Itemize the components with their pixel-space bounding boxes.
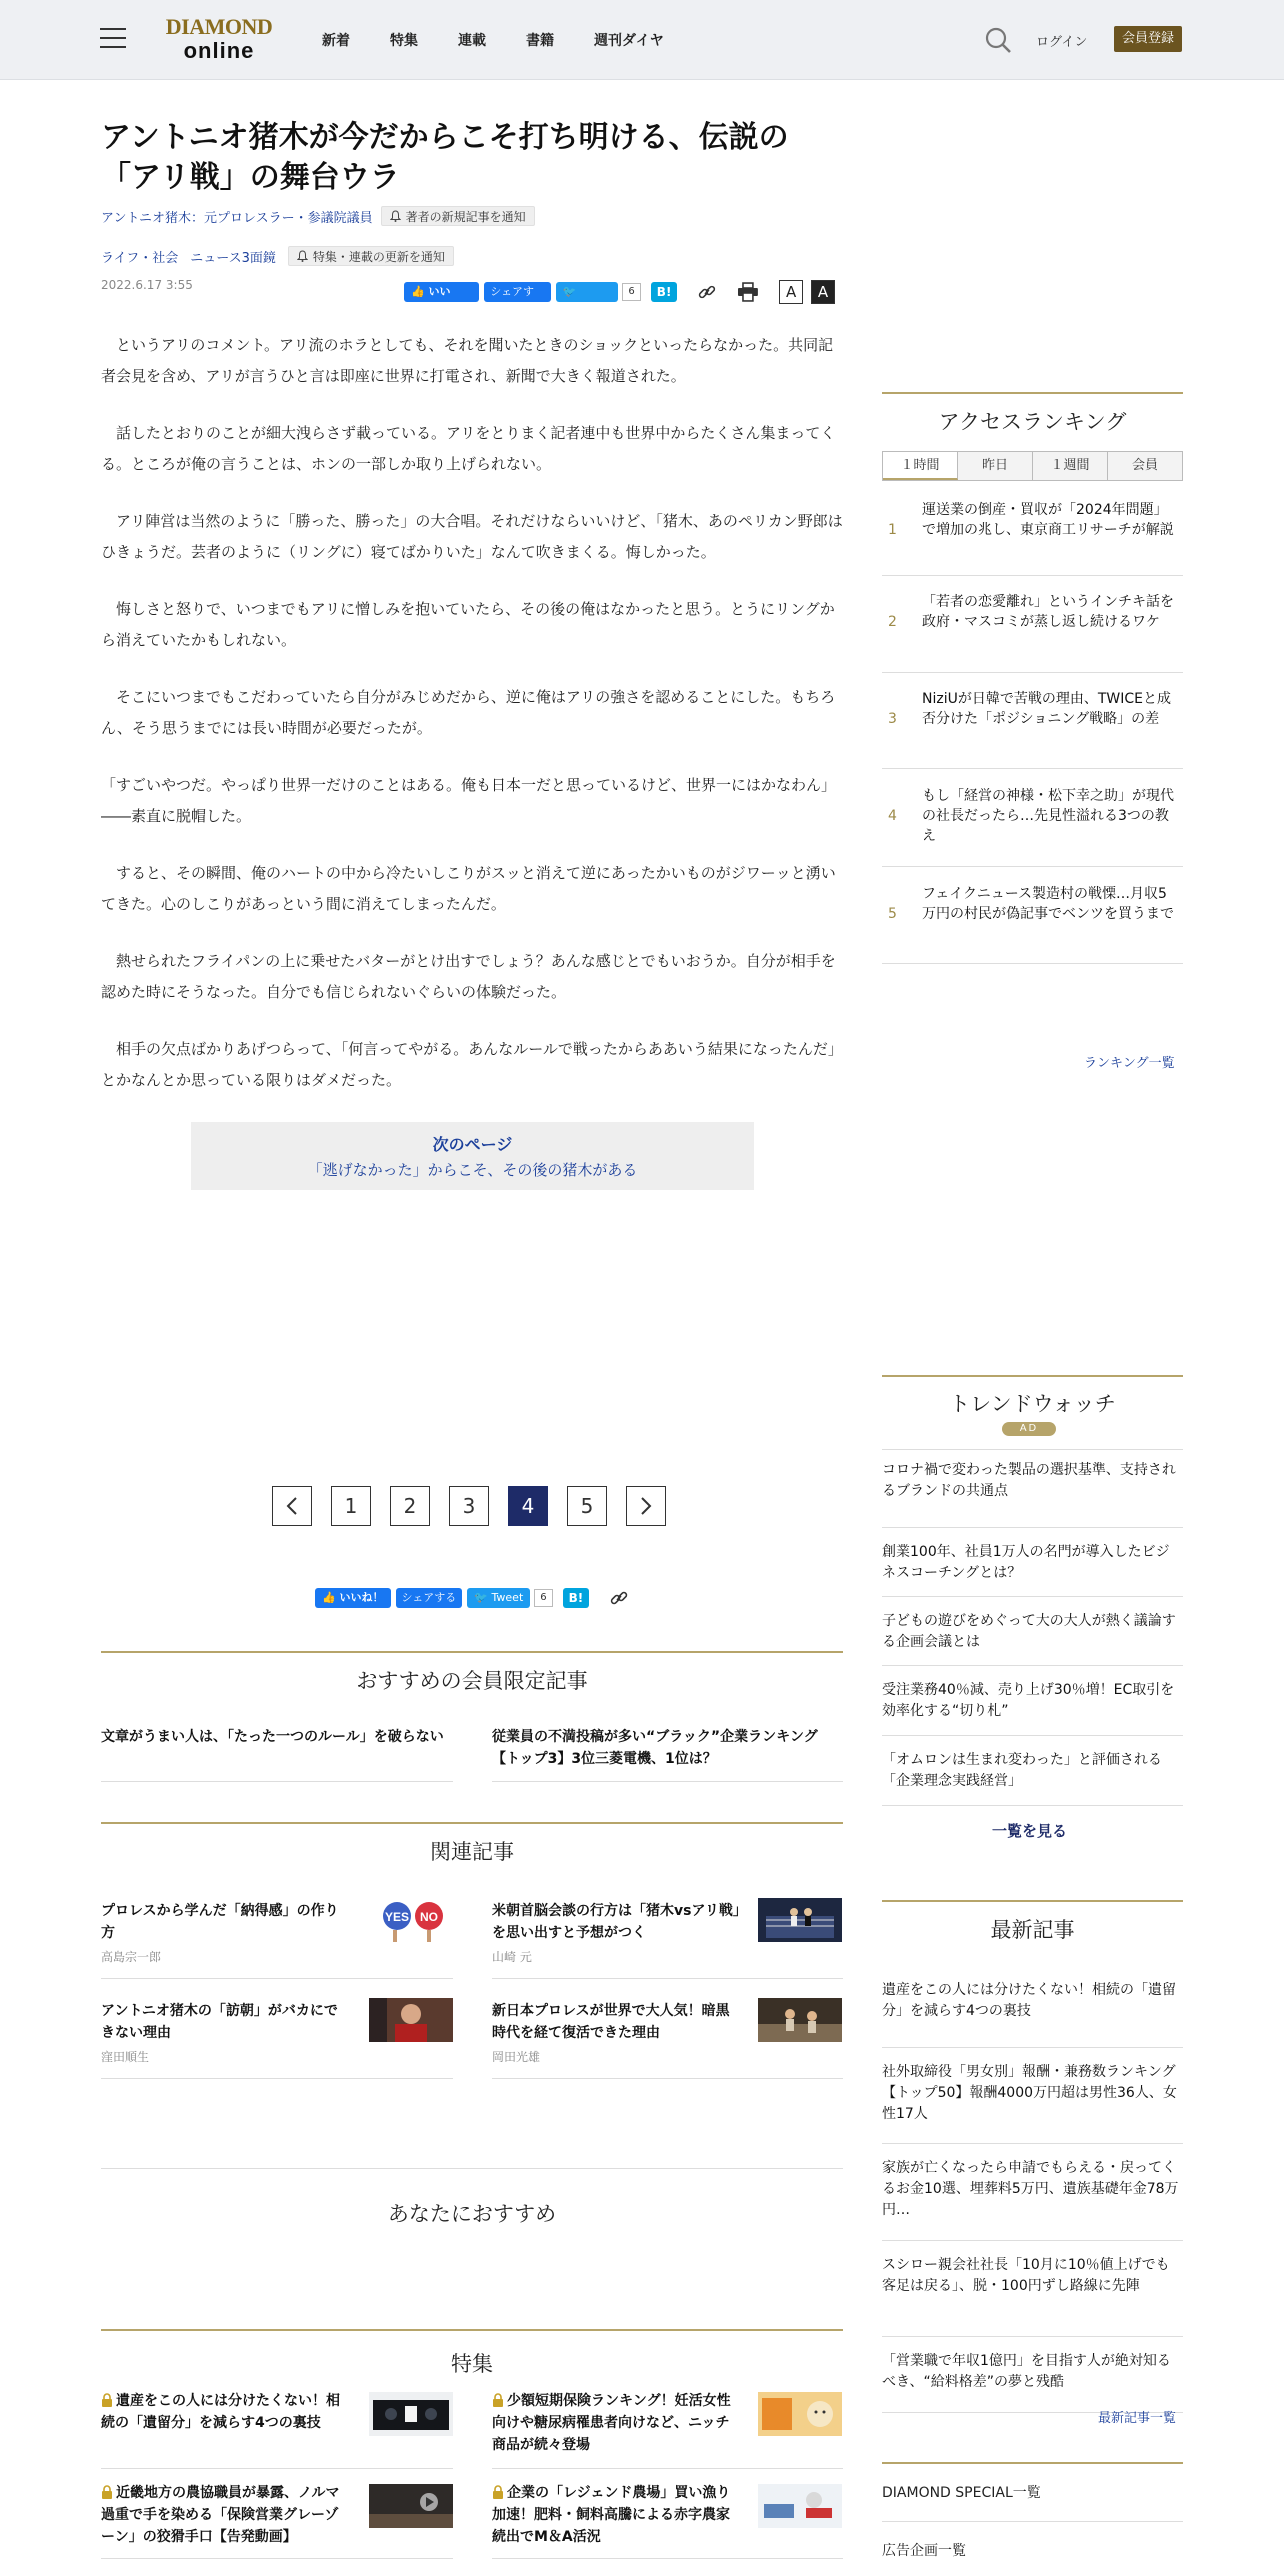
nav-item-new[interactable]: 新着 (322, 33, 350, 49)
boxing-ring-thumb[interactable] (758, 1898, 842, 1942)
section-divider (101, 1651, 843, 1653)
chevron-right-icon (640, 1497, 652, 1515)
feature-article-link-4[interactable] (492, 2482, 742, 2548)
inheritance-thumb[interactable] (369, 2392, 453, 2436)
paragraph: そこにいつまでもこだわっていたら自分がみじめだから、逆に俺はアリの強さを認めることにした。もちろん、そう思うまでには長い時間が必要だったが。 (101, 688, 836, 737)
next-page-link[interactable] (191, 1122, 754, 1190)
ranking-item-3[interactable] (882, 673, 1183, 769)
pagination (272, 1486, 685, 1526)
paragraph: アリ陣営は当然のように「勝った、勝った」の大合唱。それだけならいいけど、「猪木、あのペリカン野郎はひきょうだ。芸者のように（リングに）寝てばかりいた」なんて吹きまくる。悔しかった。 (101, 512, 843, 561)
trend-item-1[interactable]: コロナ禍で変わった製品の選択基準、支持されるブランドの共通点 (882, 1460, 1183, 1528)
section-divider (882, 392, 1183, 394)
category-link-life[interactable]: ライフ・社会 (101, 250, 179, 266)
related-author: 山崎 元 (492, 1950, 532, 1964)
page-button-5[interactable]: 5 (567, 1486, 607, 1526)
trend-item-3[interactable]: 子どもの遊びをめぐって大の大人が熱く議論する企画会議とは (882, 1597, 1183, 1666)
divider (101, 1781, 453, 1782)
latest-item-1[interactable]: 遺産をこの人には分けたくない！相続の「遺留分」を減らす4つの裏技 (882, 1968, 1183, 2048)
prev-page-button[interactable] (272, 1486, 312, 1526)
divider (492, 1781, 843, 1782)
inoki-portrait-thumb[interactable] (369, 1998, 453, 2042)
next-page-heading: 次のページ (432, 1135, 513, 1154)
rank-number: 5 (888, 906, 897, 922)
ranking-item-4[interactable] (882, 769, 1183, 867)
rank-number: 1 (888, 522, 897, 538)
ranking-more-link[interactable]: ランキング一覧 (1084, 1056, 1175, 1071)
register-button[interactable]: 会員登録 (1114, 26, 1182, 52)
latest-item-5[interactable]: 「営業職で年収1億円」を目指す人が絶対知るべき、“給料格差”の夢と残酷 (882, 2337, 1183, 2413)
facebook-share-button[interactable]: シェアする (396, 1588, 463, 1608)
divider (492, 2558, 843, 2559)
trend-item-4[interactable]: 受注業務40％減、売り上げ30％増！EC取引を効率化する“切り札” (882, 1666, 1183, 1736)
author-notify-label: 著者の新規記事を通知 (405, 209, 526, 224)
nav-item-books[interactable]: 書籍 (526, 33, 554, 49)
divider (882, 1449, 1183, 1450)
publish-date: 2022.6.17 3:55 (101, 278, 193, 292)
features-heading: 特集 (451, 2352, 493, 2376)
site-logo[interactable] (164, 16, 274, 62)
tab-yesterday[interactable]: 昨日 (958, 452, 1033, 480)
paragraph: すると、その瞬間、俺のハートの中から冷たいしこりがスッと消えて逆にあったかいものがジワーッと湧いてきた。心のしこりがあっという間に消えてしまったんだ。 (101, 864, 836, 913)
feature-article-link-2[interactable] (492, 2390, 742, 2456)
divider (101, 2468, 453, 2469)
tweet-button[interactable]: 🐦 Tweet (556, 282, 619, 302)
diamond-special-link[interactable]: DIAMOND SPECIAL一覧 (882, 2464, 1183, 2522)
author-link[interactable]: アントニオ猪木：元プロレスラー・参議院議員 (101, 210, 373, 226)
section-divider (882, 1375, 1183, 1377)
feature-title: 近畿地方の農協職員が暴露、ノルマ過重で手を染める「保険営業グレーゾーン」の狡猾手口【告発動画】 (101, 2485, 340, 2545)
member-articles-heading: おすすめの会員限定記事 (356, 1669, 588, 1693)
bell-icon (297, 250, 308, 262)
link-icon[interactable] (697, 282, 717, 302)
lock-icon (101, 2485, 113, 2499)
divider (492, 1978, 843, 1979)
rank-number: 3 (888, 711, 897, 727)
menu-icon[interactable] (100, 28, 126, 50)
ranking-item-5[interactable] (882, 867, 1183, 964)
feature-title: 企業の「レジェンド農場」買い漁り加速！肥料・飼料高騰による赤字農家続出でM＆A活況 (492, 2485, 731, 2545)
member-article-link-1[interactable]: 文章がうまい人は、「たった一つのルール」を破らない (101, 1729, 444, 1745)
font-size-normal-button[interactable]: A (779, 280, 803, 304)
paragraph: というアリのコメント。アリ流のホラとしても、それを聞いたときのショックといったらなかった。共同記者会見を含め、アリが言うひと言は即座に世界に打電され、新聞で大きく報道された。 (101, 336, 834, 385)
video-thumb[interactable] (369, 2484, 453, 2528)
logo-line2: online (183, 38, 255, 63)
main-nav (322, 30, 704, 50)
related-author: 岡田光雄 (492, 2050, 541, 2064)
feature-title: 遺産をこの人には分けたくない！相続の「遺留分」を減らす4つの裏技 (101, 2393, 340, 2431)
latest-heading: 最新記事 (990, 1918, 1075, 1942)
facebook-like-button[interactable]: 👍 いいね！ (404, 282, 479, 302)
rank-title: もし「経営の神様・松下幸之助」が現代の社長だったら…先見性溢れる3つの教え (922, 788, 1174, 844)
tweet-count: 6 (622, 283, 640, 301)
insurance-ranking-thumb[interactable] (758, 2392, 842, 2436)
category-link-news[interactable]: ニュース3面鏡 (190, 250, 276, 266)
latest-more-link[interactable]: 最新記事一覧 (1098, 2411, 1177, 2426)
trend-item-5[interactable]: 「オムロンは生まれ変わった」と評価される「企業理念実践経営」 (882, 1736, 1183, 1806)
related-article-link-3[interactable]: アントニオ猪木の「訪朝」がバカにできない理由 (101, 2003, 338, 2041)
for-you-heading: あなたにおすすめ (387, 2202, 557, 2226)
related-article-link-4[interactable]: 新日本プロレスが世界で大人気！暗黒時代を経て復活できた理由 (492, 2003, 730, 2041)
ranking-heading: アクセスランキング (938, 410, 1127, 434)
hatena-bookmark-button[interactable]: B! (651, 282, 678, 302)
yes-no-signs-thumb[interactable] (369, 1898, 453, 1942)
series-notify-label: 特集・連載の更新を通知 (312, 249, 445, 264)
ranking-item-2[interactable] (882, 576, 1183, 673)
tweet-count: 6 (534, 1589, 552, 1607)
tweet-button[interactable]: 🐦 Tweet (467, 1588, 530, 1608)
next-page-title: 「逃げなかった」からこそ、その後の猪木がある (307, 1161, 638, 1179)
rank-title: NiziUが日韓で苦戦の理由、TWICEと成否分けた「ポジショニング戦略」の差 (922, 691, 1171, 727)
category-row (101, 246, 454, 266)
share-bar-top (404, 280, 843, 318)
member-article-link-2[interactable]: 従業員の不満投稿が多い“ブラック”企業ランキング【トップ3】3位三菱電機、1位は？ (492, 1729, 818, 1767)
paragraph: 話したとおりのことが細大洩らさず載っている。アリをとりまく記者連中も世界中からたくさん集まってくる。ところが俺の言うことは、ホンの一部しか取り上げられない。 (101, 424, 836, 473)
ranking-item-1[interactable] (882, 488, 1183, 576)
paragraph: 悔しさと怒りで、いつまでもアリに憎しみを抱いていたら、その後の俺はなかったと思う。とうにリングから消えていたかもしれない。 (101, 600, 835, 649)
divider (101, 1978, 453, 1979)
trend-heading: トレンドウォッチ (949, 1392, 1116, 1416)
author-notify-button[interactable] (381, 206, 535, 226)
farm-thumb[interactable] (758, 2484, 842, 2528)
lock-icon (492, 2485, 504, 2499)
rank-number: 4 (888, 808, 897, 824)
search-icon[interactable] (984, 26, 1012, 54)
svg-text:YES: YES (384, 1910, 410, 1924)
lock-icon (492, 2393, 504, 2407)
site-header (0, 0, 1284, 80)
bell-icon (390, 210, 401, 222)
ad-projects-link[interactable]: 広告企画一覧 (882, 2543, 966, 2559)
rank-title: フェイクニュース製造村の戦慄…月収5万円の村民が偽記事でベンツを買うまで (922, 886, 1174, 922)
paragraph: 熱せられたフライパンの上に乗せたバターがとけ出すでしょう？あんな感じとでもいおうか。自分が相手を認めた時にそうなった。自分でも信じられないぐらいの体験だった。 (101, 952, 836, 1001)
facebook-like-button[interactable]: 👍 いいね！ (315, 1588, 391, 1608)
page-button-4-current[interactable]: 4 (508, 1486, 548, 1526)
tab-member[interactable]: 会員 (1108, 452, 1182, 480)
like-label: いいね！ (339, 1591, 384, 1604)
link-icon[interactable] (609, 1588, 629, 1608)
print-icon[interactable] (737, 282, 759, 302)
rank-title: 「若者の恋愛離れ」というインチキ話を政府・マスコミが蒸し返し続けるワケ (922, 594, 1174, 630)
section-divider (882, 1900, 1183, 1902)
font-size-large-button[interactable]: A (811, 280, 835, 304)
logo-line1: DIAMOND (165, 14, 273, 39)
article-title: アントニオ猪木が今だからこそ打ち明ける、伝説の「アリ戦」の舞台ウラ (101, 120, 789, 195)
divider (101, 2168, 843, 2169)
tweet-label: Tweet (491, 1591, 524, 1604)
page-button-2[interactable]: 2 (390, 1486, 430, 1526)
related-author: 高島宗一郎 (101, 1950, 162, 1964)
article-body (101, 330, 843, 1122)
feature-article-link-1[interactable] (101, 2390, 351, 2434)
series-notify-button[interactable] (288, 246, 454, 266)
ad-badge: AD (1002, 1422, 1056, 1436)
latest-item-2[interactable]: 社外取締役「男女別」報酬・兼務数ランキング【トップ50】報酬4000万円超は男性36人、女性17人 (882, 2048, 1183, 2144)
divider (101, 2078, 453, 2079)
share-bar-bottom (315, 1588, 629, 1608)
trend-item-2[interactable]: 創業100年、社員1万人の名門が導入したビジネスコーチングとは？ (882, 1528, 1183, 1597)
feature-title: 少額短期保険ランキング！妊活女性向けや糖尿病罹患者向けなど、ニッチ商品が続々登場 (492, 2393, 731, 2453)
rank-title: 運送業の倒産・買収が「2024年問題」で増加の兆し、東京商工リサーチが解説 (922, 502, 1174, 538)
divider (101, 2558, 453, 2559)
hatena-bookmark-button[interactable]: B! (563, 1588, 590, 1608)
ranking-tabs (882, 451, 1183, 481)
facebook-share-button[interactable]: シェアする (484, 282, 551, 302)
tweet-label: Tweet (562, 305, 595, 318)
divider (492, 2468, 843, 2469)
author-row (101, 206, 535, 226)
related-article-link-2[interactable]: 米朝首脳会談の行方は「猪木vsアリ戦」を思い出すと予想がつく (492, 1903, 740, 1941)
page-button-3[interactable]: 3 (449, 1486, 489, 1526)
feature-article-link-3[interactable] (101, 2482, 351, 2548)
svg-text:NO: NO (420, 1910, 438, 1924)
paragraph: 相手の欠点ばかりあげつらって、「何言ってやがる。あんなルールで戦ったからああいう結果になったんだ」とかなんとか思っている限りはダメだった。 (101, 1040, 843, 1089)
next-page-button[interactable] (626, 1486, 666, 1526)
tab-1week[interactable]: １週間 (1033, 452, 1108, 480)
like-label: いいね！ (411, 285, 451, 318)
divider (492, 2078, 843, 2079)
paragraph: 「すごいやつだ。やっぱり世界一だけのことはある。俺も日本一だと思っているけど、世界一にはかなわん」――素直に脱帽した。 (101, 776, 837, 825)
section-divider (101, 1822, 843, 1824)
tab-1hour[interactable]: １時間 (883, 452, 958, 480)
latest-item-4[interactable]: スシロー親会社社長「10月に10％値上げでも客足は戻る」、脱・100円ずし路線に先陣 (882, 2241, 1183, 2337)
rank-number: 2 (888, 614, 897, 630)
related-article-link-1[interactable]: プロレスから学んだ「納得感」の作り方 (101, 1903, 339, 1941)
login-link[interactable]: ログイン (1036, 35, 1088, 50)
wrestling-match-thumb[interactable] (758, 1998, 842, 2042)
chevron-left-icon (286, 1497, 298, 1515)
related-heading: 関連記事 (430, 1840, 514, 1864)
lock-icon (101, 2393, 113, 2407)
related-author: 窪田順生 (101, 2050, 150, 2064)
nav-item-features[interactable]: 特集 (390, 33, 418, 49)
nav-item-series[interactable]: 連載 (458, 33, 486, 49)
page-button-1[interactable]: 1 (331, 1486, 371, 1526)
nav-item-weekly[interactable]: 週刊ダイヤ (594, 33, 664, 49)
section-divider (101, 2329, 843, 2331)
latest-item-3[interactable]: 家族が亡くなったら申請でもらえる・戻ってくるお金10選、埋葬料5万円、遺族基礎年金78万円… (882, 2144, 1183, 2241)
trend-more-link[interactable]: 一覧を見る (992, 1822, 1068, 1840)
